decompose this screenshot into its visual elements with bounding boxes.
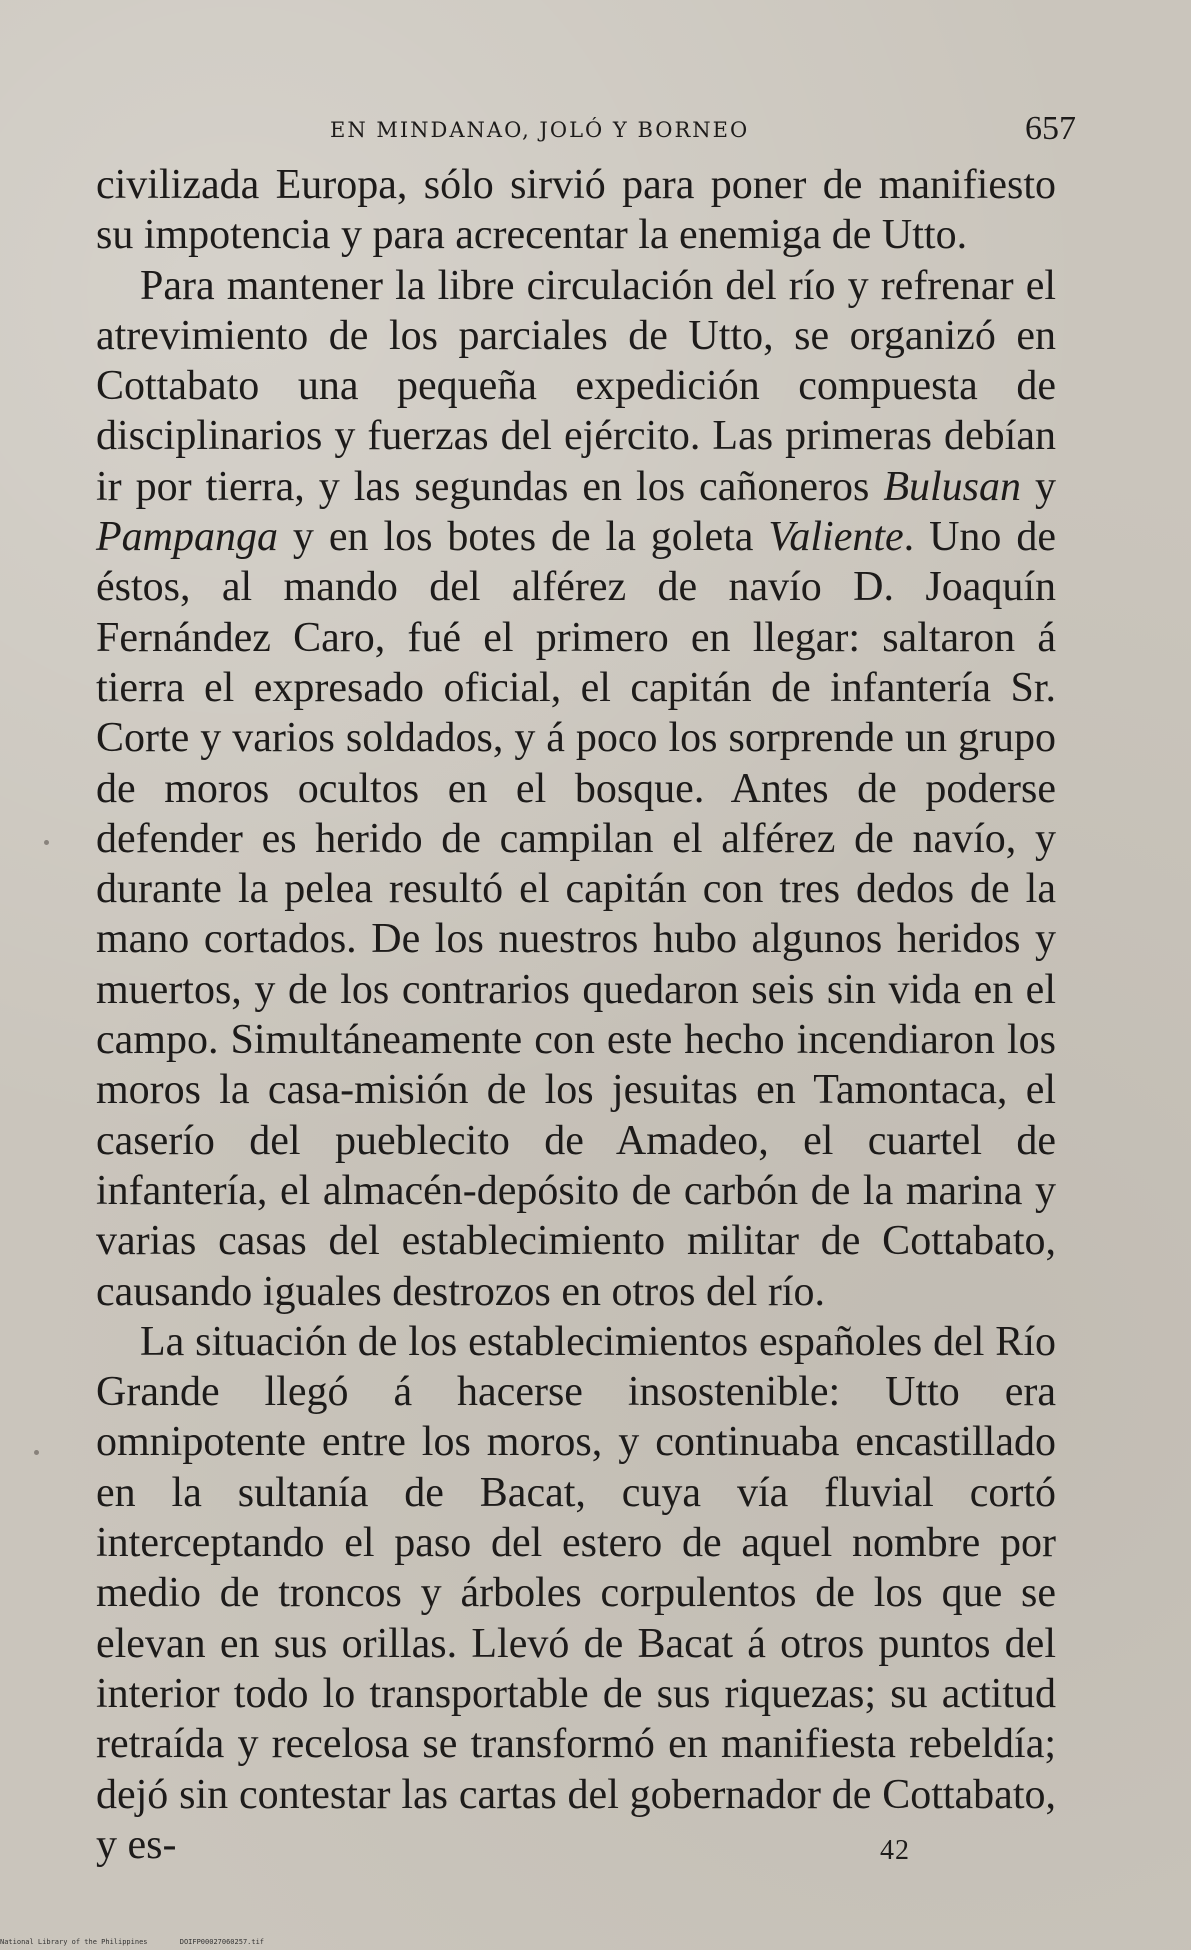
footer-library: National Library of the Philippines bbox=[0, 1938, 148, 1946]
ship-name-bulusan: Bulusan bbox=[883, 463, 1021, 510]
page-header bbox=[290, 110, 1096, 150]
paragraph-2 bbox=[96, 261, 1056, 1317]
paragraph-3: La situación de los establecimientos españoles del Río Grande llegó á hacerse insostenible: Utto era omnipotente entre los moros, y continuaba encastillado en la sultanía de Bacat, cuya vía fluvial cortó interceptando el paso del estero de aquel nombre por medio de troncos y árboles corpulentos de los que se elevan en sus orillas. Llevó de Bacat á otros puntos del interior todo lo transportable de sus riquezas; su actitud retraída y recelosa se transformó en manifiesta rebeldía; dejó sin contestar las cartas del gobernador de Cottabato, y es- bbox=[96, 1318, 1056, 1868]
page-number: 657 bbox=[1025, 110, 1076, 147]
paragraph-1: civilizada Europa, sólo sirvió para poner de manifiesto su impotencia y para acrecentar la enemiga de Utto. bbox=[96, 162, 1056, 259]
paragraph-2-part-b: y bbox=[1021, 463, 1057, 510]
paragraph-2-part-c: y en los botes de la goleta bbox=[278, 514, 769, 561]
margin-speck bbox=[34, 1450, 39, 1455]
signature-mark: 42 bbox=[880, 1835, 910, 1866]
ship-name-pampanga: Pampanga bbox=[96, 514, 278, 561]
ship-name-valiente: Valiente bbox=[768, 514, 904, 561]
body-text bbox=[96, 160, 1056, 1870]
running-head: EN MINDANAO, JOLÓ Y BORNEO bbox=[330, 118, 750, 142]
scan-footer bbox=[0, 1938, 264, 1946]
paragraph-2-part-a: Para mantener la libre circulación del río y refrenar el atrevimiento de los parciales de Utto, se organizó en Cottabato una pequeña expedición compuesta de disciplinarios y fuerzas del ejército. Las primeras debían ir por tierra, y las segundas en los cañoneros bbox=[96, 262, 1056, 510]
paragraph-2-part-d: . Uno de éstos, al mando del alférez de navío D. Joaquín Fernández Caro, fué el primero en llegar: saltaron á tierra el expresado oficial, el capitán de infantería Sr. Corte y varios soldados, y á poco los sorprende un grupo de moros ocultos en el bosque. Antes de poderse defender es herido de campilan el alférez de navío, y durante la pelea resultó el capitán con tres dedos de la mano cortados. De los nuestros hubo algunos heridos y muertos, y de los contrarios quedaron seis sin vida en el campo. Simultáneamente con este hecho incendiaron los moros la casa-misión de los jesuitas en Tamontaca, el caserío del pueblecito de Amadeo, el cuartel de infantería, el almacén-depósito de carbón de la marina y varias casas del establecimiento militar de Cottabato, causando iguales destrozos en otros del río. bbox=[96, 514, 1056, 1315]
footer-file: DOIFP00027060257.tif bbox=[179, 1938, 265, 1946]
margin-speck bbox=[44, 840, 49, 845]
